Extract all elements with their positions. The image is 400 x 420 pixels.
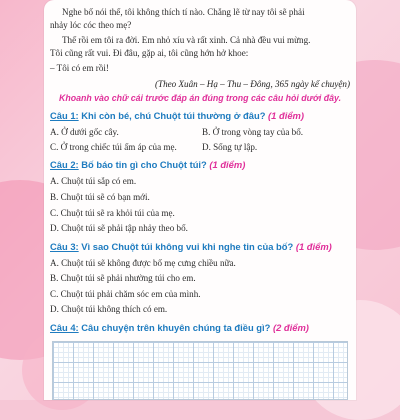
option-row (50, 141, 350, 154)
story-line: nhảy lóc cóc theo mẹ? (50, 19, 132, 30)
question-score: (1 điểm) (209, 159, 246, 171)
story-line: Tôi cũng rất vui. Đi đâu, gặp ai, tôi cũng hớn hở khoe: (50, 47, 249, 58)
question-score: (1 điểm) (268, 110, 304, 122)
question-text: Bố báo tin gì cho Chuột túi? (81, 159, 207, 171)
story-source: (Theo Xuân – Hạ – Thu – Đông, 365 ngày kể chuyện) (155, 78, 350, 89)
story-line: Nghe bố nói thế, tôi không thích tí nào. Chẳng lẽ từ nay tôi sẽ phải (62, 7, 305, 17)
answer-option[interactable]: B. Chuột túi sẽ phải nhường túi cho em. (50, 273, 196, 284)
answer-option[interactable]: D. Sống tự lập. (202, 141, 258, 152)
answer-option[interactable]: B. Ở trong vòng tay của bố. (202, 127, 304, 138)
answer-option[interactable]: A. Chuột túi sẽ không được bố mẹ cưng chiều nữa. (50, 257, 236, 268)
instruction: Khoanh vào chữ cái trước đáp án đúng trong các câu hỏi dưới đây. (58, 93, 342, 104)
question-text: Khi còn bé, chú Chuột túi thường ở đâu? (81, 110, 266, 122)
answer-option[interactable]: C. Chuột túi phải chăm sóc em của mình. (50, 288, 201, 299)
question-text: Câu chuyện trên khuyên chúng ta điều gì? (81, 321, 271, 333)
answer-option[interactable]: A. Chuột túi sắp có em. (50, 176, 137, 187)
worksheet-content (50, 0, 350, 400)
worksheet-page (44, 0, 356, 400)
answer-option[interactable]: C. Ở trong chiếc túi ấm áp của mẹ. (50, 141, 177, 152)
question-heading (50, 159, 350, 172)
question-label: Câu 4: (50, 321, 79, 333)
question-heading (50, 110, 350, 123)
question-text: Vì sao Chuột túi không vui khi nghe tin của bố? (81, 240, 294, 252)
answer-writing-grid[interactable] (52, 341, 348, 400)
question-score: (2 điểm) (272, 321, 309, 333)
question-score: (1 điểm) (295, 240, 332, 252)
question-heading (50, 241, 350, 254)
question-heading (50, 322, 350, 335)
answer-option[interactable]: B. Chuột túi sẽ có bạn mới. (50, 191, 150, 202)
option-row (50, 126, 350, 139)
answer-option[interactable]: D. Chuột túi không thích có em. (50, 304, 168, 315)
question-label: Câu 2: (50, 159, 79, 171)
answer-option[interactable]: C. Chuột túi sẽ ra khỏi túi của mẹ. (50, 207, 175, 218)
answer-option[interactable]: D. Chuột túi sẽ phải tập nhảy theo bố. (50, 223, 188, 234)
story-line: Thế rồi em tôi ra đời. Em nhỏ xíu và rất xinh. Cả nhà đều vui mừng. (62, 35, 311, 46)
story-line: – Tôi có em rồi! (50, 63, 109, 74)
question-label: Câu 3: (50, 240, 79, 252)
question-label: Câu 1: (50, 110, 79, 122)
answer-option[interactable]: A. Ở dưới gốc cây. (50, 127, 119, 138)
